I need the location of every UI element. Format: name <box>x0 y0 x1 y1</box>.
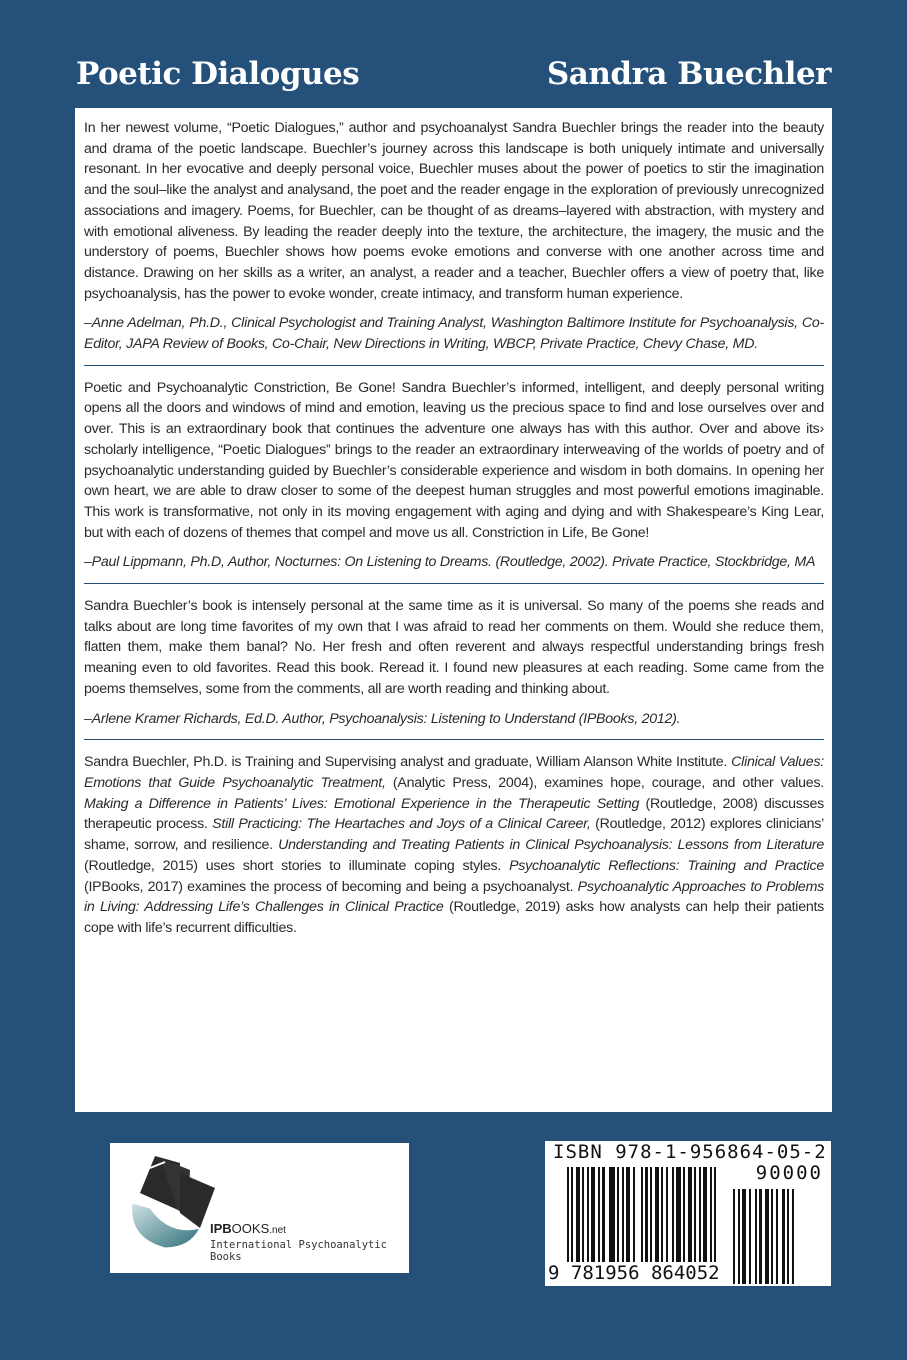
author-name: Sandra Buechler <box>546 56 831 92</box>
blurb-text <box>84 378 824 544</box>
isbn-barcode <box>545 1141 831 1286</box>
book-title-ref: Psychoanalytic Reflections: Training and Practice <box>509 857 824 874</box>
text-segment: In her newest volume, “Poetic Dialogues,” author and psychoanalyst Sandra Buechler brings the reader into the beauty and drama of the poetic landscape. Buechler’s journey across this landscape is both uniquely intimate and universally resonant. In her evocative and deeply personal voice, Buechler muses about the power of poetics to stir the imagination and the soul–like the analyst and analysand, the poet and the reader engage in the exploration of previously unrecognized associations and imagery. Poems, for Buechler, can be thought of as dreams–layered with abstraction, with mystery and with emotional aliveness. By leading the reader deeply into the texture, the architecture, the imagery, the music and the understory of poems, Buechler shows how poems evoke emotions and converse with one another across time and distance. Drawing on her skills as a writer, an analyst, a reader and a teacher, Buechler offers a view of poetry that, like psychoanalysis, has the power to evoke wonder, create intimacy, and transform human experience. <box>84 120 824 302</box>
addon-bars <box>733 1189 809 1284</box>
text-segment: (Routledge, 2015) uses short stories to illuminate coping styles. <box>84 857 510 874</box>
review-blurb <box>84 596 824 739</box>
book-title-ref: Clinical Values: Emotions that Guide Psychoanalytic Treatment, <box>84 754 824 791</box>
book-title-ref: Understanding and Treating Patients in Clinical Psychoanalysis: Lessons from Literature <box>278 837 824 854</box>
blurb-text <box>84 118 824 304</box>
divider <box>84 365 824 366</box>
text-segment: (Routledge, 2008) discusses therapeutic process. <box>84 795 824 833</box>
book-title-ref: Still Practicing: The Heartaches and Joys of a Clinical Career, <box>212 816 591 833</box>
divider <box>84 739 824 740</box>
blurb-text <box>84 752 824 938</box>
blurb-attribution: –Arlene Kramer Richards, Ed.D. Author, Psychoanalysis: Listening to Understand (IPBooks, 2012). <box>84 710 681 727</box>
isbn-text: ISBN 978-1-956864-05-2 <box>553 1141 827 1163</box>
review-blurb <box>84 378 824 583</box>
book-title: Poetic Dialogues <box>76 56 360 92</box>
price-addon: 90000 <box>755 1162 823 1184</box>
bar <box>794 1189 797 1284</box>
blurb-panel <box>75 108 832 1112</box>
text-segment: Sandra Buechler, Ph.D. is Training and Supervising analyst and graduate, William Alanson White Institute. <box>84 754 732 771</box>
review-blurb <box>84 118 824 365</box>
book-title-ref: Making a Difference in Patients’ Lives: Emotional Experience in the Therapeutic Setting <box>84 795 640 812</box>
books-globe-icon <box>120 1148 230 1253</box>
publisher-name: IPBOOKS.net <box>210 1221 286 1236</box>
blurb-attribution: –Paul Lippmann, Ph.D, Author, Nocturnes: On Listening to Dreams. (Routledge, 2002). Private Practice, Stockbridge, MA <box>84 554 816 571</box>
author-bio <box>84 752 824 948</box>
text-segment: (Routledge, 2012) explores clinicians’ shame, sorrow, and resilience. <box>84 816 824 854</box>
publisher-tagline: International Psychoanalytic Books <box>210 1239 388 1263</box>
divider <box>84 583 824 584</box>
text-segment: (Analytic Press, 2004), examines hope, courage, and other values. <box>385 774 824 791</box>
blurb-attribution: –Anne Adelman, Ph.D., Clinical Psychologist and Training Analyst, Washington Baltimore Institute for Psychoanalysis, Co-Editor, JAPA Review of Books, Co-Chair, New Directions in Writing, WBCP, Private Practice, Chevy Chase, MD. <box>84 315 824 353</box>
publisher-logo <box>110 1143 409 1273</box>
text-segment: Poetic and Psychoanalytic Constriction, Be Gone! Sandra Buechler’s informed, intelligent, and deeply personal writing opens all the doors and windows of mind and emotion, leaving us the precious space to find and lose ourselves over and over. This is an extraordinary book that continues the adventure one always has with this author. Over and above its› scholarly intelligence, “Poetic Dialogues” brings to the reader an extraordinary interweaving of the worlds of poetry and of psychoanalytic understanding guided by Buechler’s considerable experience and wisdom in both domains. In opening her own heart, we are able to draw closer to some of the deepest human struggles and most powerful emotions imaginable. This work is transformative, not only in its moving engagement with aging and dying and with Shakespeare’s King Lear, but with each of dozens of themes that compel and move us all. Constriction in Life, Be Gone! <box>84 379 824 541</box>
book-title-ref: Psychoanalytic Approaches to Problems in Living: Addressing Life’s Challenges in Clinical Practice <box>84 878 824 916</box>
text-segment: (Routledge, 2019) asks how analysts can help their patients cope with life’s recurrent difficulties. <box>84 899 825 936</box>
blurb-text <box>84 596 824 700</box>
text-segment: Sandra Buechler’s book is intensely personal at the same time as it is universal. So many of the poems she reads and talks about are long time favorites of my own that I was afraid to read her comments on them. Would she reduce them, flatten them, make them banal? No. Her fresh and often reverent and always respectful understanding brings fresh meaning even to old favorites. Read this book. Reread it. I found new pleasures at each reading. Some came from the poems themselves, some from the comments, all are worth reading and thinking about. <box>84 598 824 697</box>
text-segment: (IPBooks, 2017) examines the process of becoming and being a psychoanalyst. <box>84 878 578 895</box>
ean-text: 9 781956 864052 <box>548 1262 720 1284</box>
